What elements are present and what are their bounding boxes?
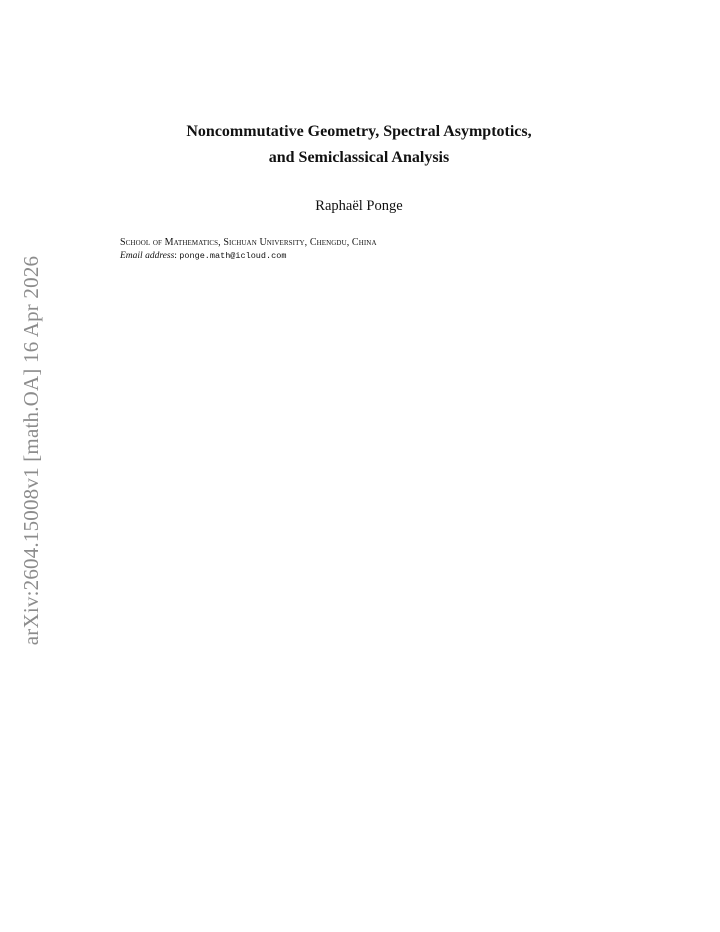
author-name: Raphaël Ponge bbox=[315, 198, 403, 214]
arxiv-stamp bbox=[17, 240, 47, 660]
email-separator: : bbox=[174, 251, 180, 261]
title-line-2: and Semiclassical Analysis bbox=[268, 149, 450, 166]
email-label: Email address bbox=[120, 251, 175, 261]
arxiv-id: arXiv:2604.15008v1 [math.OA] 16 Apr 2026 bbox=[19, 255, 44, 645]
paper-title bbox=[115, 119, 603, 171]
email-line bbox=[120, 251, 286, 261]
author-affiliation: School of Mathematics, Sichuan University, Chengdu, China bbox=[120, 237, 377, 248]
title-line-1: Noncommutative Geometry, Spectral Asymptotics, bbox=[186, 123, 532, 140]
email-address[interactable]: ponge.math@icloud.com bbox=[179, 251, 287, 261]
